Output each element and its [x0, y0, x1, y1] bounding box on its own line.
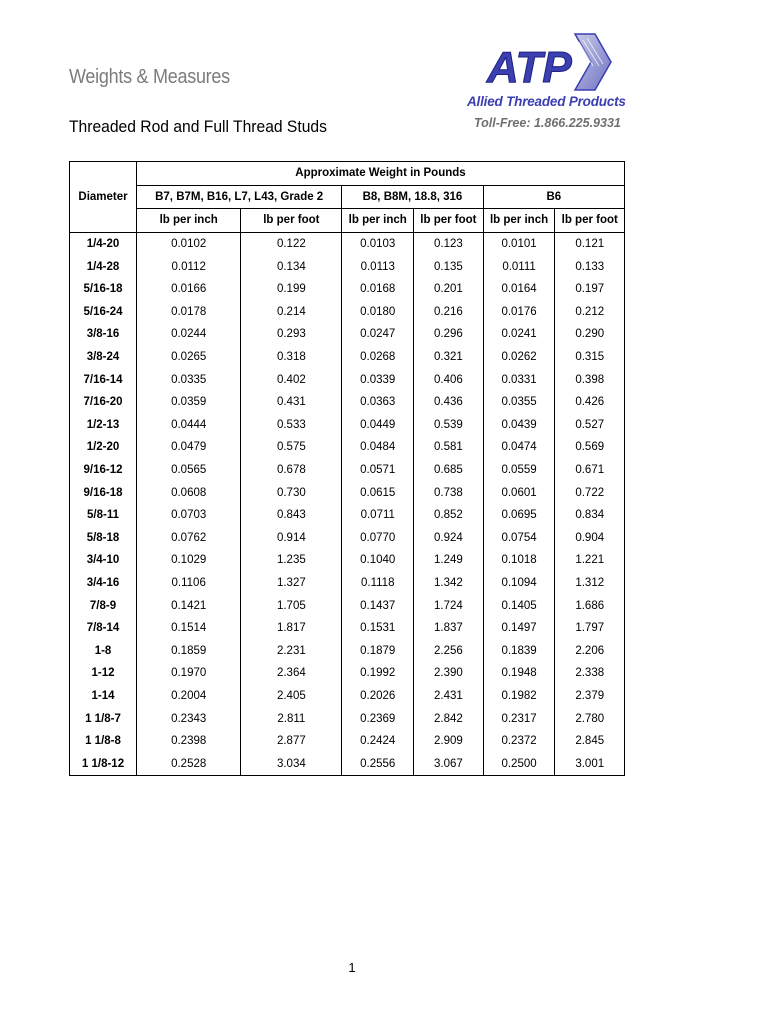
weight-cell: 0.0363 [342, 391, 414, 414]
weight-cell: 3.001 [555, 752, 625, 775]
weight-cell: 0.0339 [342, 368, 414, 391]
table-row [70, 504, 625, 527]
weight-cell: 0.0166 [137, 278, 241, 301]
weight-cell: 0.0601 [483, 481, 555, 504]
atp-logo-mark [475, 32, 615, 94]
page-title: Weights & Measures [69, 66, 230, 88]
group-header: Approximate Weight in Pounds [137, 162, 625, 186]
diameter-cell: 3/8-16 [86, 328, 120, 341]
weight-cell: 0.431 [241, 391, 342, 414]
unit-header: lb per inch [483, 209, 555, 233]
weight-cell: 1.686 [555, 594, 625, 617]
weight-cell: 0.0703 [137, 504, 241, 527]
weight-cell: 0.0762 [137, 527, 241, 550]
weight-cell: 2.338 [555, 662, 625, 685]
table-row [70, 549, 625, 572]
unit-header: lb per foot [241, 209, 342, 233]
weight-cell: 0.0103 [342, 232, 414, 255]
material-group-1: B7, B7M, B16, L7, L43, Grade 2 [137, 185, 342, 209]
weight-cell: 0.1839 [483, 639, 555, 662]
weight-cell: 0.2372 [483, 730, 555, 753]
weight-cell: 0.0695 [483, 504, 555, 527]
page-subtitle: Threaded Rod and Full Thread Studs [69, 117, 327, 136]
weights-table [69, 161, 625, 776]
company-name: Allied Threaded Products [467, 94, 626, 109]
weight-cell: 0.0359 [137, 391, 241, 414]
weight-cell: 0.0474 [483, 436, 555, 459]
weight-cell: 0.426 [555, 391, 625, 414]
weight-cell: 0.398 [555, 368, 625, 391]
weight-cell: 0.0164 [483, 278, 555, 301]
weight-cell: 0.904 [555, 527, 625, 550]
weight-cell: 2.364 [241, 662, 342, 685]
table-row [70, 730, 625, 753]
weight-cell: 0.722 [555, 481, 625, 504]
weight-cell: 0.1405 [483, 594, 555, 617]
weight-cell: 0.0444 [137, 414, 241, 437]
page-number: 1 [348, 960, 356, 975]
weight-cell: 0.1118 [342, 572, 414, 595]
weight-cell: 1.221 [555, 549, 625, 572]
diameter-cell: 1 1/8-7 [85, 712, 121, 725]
diameter-cell: 9/16-12 [83, 464, 123, 477]
table-row [70, 346, 625, 369]
diameter-cell: 1 1/8-12 [81, 757, 125, 770]
weight-cell: 0.1106 [137, 572, 241, 595]
weight-cell: 2.909 [414, 730, 483, 753]
weight-cell: 1.312 [555, 572, 625, 595]
weight-cell: 0.135 [414, 255, 483, 278]
weight-cell: 1.235 [241, 549, 342, 572]
weight-cell: 0.0265 [137, 346, 241, 369]
weight-cell: 0.2317 [483, 707, 555, 730]
unit-header: lb per inch [137, 209, 241, 233]
weight-cell: 0.0178 [137, 301, 241, 324]
weight-cell: 0.0168 [342, 278, 414, 301]
weight-cell: 2.780 [555, 707, 625, 730]
weight-cell: 0.123 [414, 232, 483, 255]
diameter-cell: 1-8 [94, 644, 112, 657]
weight-cell: 0.0754 [483, 527, 555, 550]
weight-cell: 3.034 [241, 752, 342, 775]
weight-cell: 0.2556 [342, 752, 414, 775]
weight-cell: 0.121 [555, 232, 625, 255]
weight-cell: 0.122 [241, 232, 342, 255]
weight-cell: 0.2398 [137, 730, 241, 753]
weight-cell: 0.2369 [342, 707, 414, 730]
weight-cell: 0.197 [555, 278, 625, 301]
weight-cell: 0.0241 [483, 323, 555, 346]
diameter-cell: 1 1/8-8 [85, 735, 121, 748]
weight-cell: 0.0571 [342, 459, 414, 482]
weight-cell: 0.2528 [137, 752, 241, 775]
weight-cell: 2.845 [555, 730, 625, 753]
weight-cell: 1.249 [414, 549, 483, 572]
weight-cell: 1.797 [555, 617, 625, 640]
diameter-cell: 3/8-24 [86, 351, 120, 364]
weight-cell: 0.0711 [342, 504, 414, 527]
unit-header: lb per foot [414, 209, 483, 233]
diameter-cell: 5/8-18 [86, 531, 120, 544]
weight-cell: 0.678 [241, 459, 342, 482]
weight-cell: 0.0355 [483, 391, 555, 414]
weight-cell: 0.2004 [137, 685, 241, 708]
weight-cell: 0.1040 [342, 549, 414, 572]
weight-cell: 0.0770 [342, 527, 414, 550]
weight-cell: 1.327 [241, 572, 342, 595]
unit-header: lb per foot [555, 209, 625, 233]
diameter-header: Diameter [70, 162, 137, 233]
weight-cell: 0.0113 [342, 255, 414, 278]
weight-cell: 0.134 [241, 255, 342, 278]
weight-cell: 0.321 [414, 346, 483, 369]
diameter-cell: 7/16-20 [83, 396, 123, 409]
weight-cell: 0.1531 [342, 617, 414, 640]
company-logo [465, 30, 625, 136]
weight-cell: 2.842 [414, 707, 483, 730]
weight-cell: 1.342 [414, 572, 483, 595]
table-row [70, 232, 625, 255]
weight-cell: 0.539 [414, 414, 483, 437]
weight-cell: 0.1514 [137, 617, 241, 640]
logo-mark-text: ATP [487, 43, 572, 92]
weight-cell: 0.0112 [137, 255, 241, 278]
weight-cell: 0.527 [555, 414, 625, 437]
weight-cell: 0.852 [414, 504, 483, 527]
weight-cell: 0.1421 [137, 594, 241, 617]
weight-cell: 1.837 [414, 617, 483, 640]
weight-cell: 0.685 [414, 459, 483, 482]
weight-cell: 0.0615 [342, 481, 414, 504]
weight-cell: 0.293 [241, 323, 342, 346]
company-phone: Toll-Free: 1.866.225.9331 [474, 116, 621, 130]
diameter-cell: 1-12 [91, 667, 115, 680]
weight-cell: 2.231 [241, 639, 342, 662]
weight-cell: 0.581 [414, 436, 483, 459]
weight-cell: 0.0335 [137, 368, 241, 391]
weight-cell: 0.406 [414, 368, 483, 391]
table-row [70, 391, 625, 414]
table-row [70, 639, 625, 662]
weight-cell: 1.817 [241, 617, 342, 640]
weight-cell: 2.811 [241, 707, 342, 730]
weight-cell: 2.405 [241, 685, 342, 708]
diameter-cell: 1/2-20 [86, 441, 120, 454]
weight-cell: 0.569 [555, 436, 625, 459]
weight-cell: 0.738 [414, 481, 483, 504]
unit-header: lb per inch [342, 209, 414, 233]
weight-cell: 0.0111 [483, 255, 555, 278]
weight-cell: 0.315 [555, 346, 625, 369]
weight-cell: 0.0101 [483, 232, 555, 255]
diameter-cell: 1/4-28 [86, 260, 120, 273]
table-row [70, 278, 625, 301]
weight-cell: 0.1018 [483, 549, 555, 572]
weight-cell: 0.1948 [483, 662, 555, 685]
weight-cell: 0.1879 [342, 639, 414, 662]
weight-cell: 0.1437 [342, 594, 414, 617]
diameter-cell: 5/16-24 [83, 305, 123, 318]
diameter-cell: 3/4-10 [86, 554, 120, 567]
weight-cell: 0.575 [241, 436, 342, 459]
weight-cell: 0.1982 [483, 685, 555, 708]
weight-cell: 0.0479 [137, 436, 241, 459]
weight-cell: 0.1497 [483, 617, 555, 640]
diameter-cell: 5/8-11 [87, 509, 119, 522]
diameter-cell: 7/8-9 [89, 599, 117, 612]
weight-cell: 0.0484 [342, 436, 414, 459]
weight-cell: 0.199 [241, 278, 342, 301]
diameter-cell: 7/16-14 [83, 373, 123, 386]
weight-cell: 0.436 [414, 391, 483, 414]
weight-cell: 0.533 [241, 414, 342, 437]
table-row [70, 459, 625, 482]
weight-cell: 0.0176 [483, 301, 555, 324]
weight-cell: 0.0247 [342, 323, 414, 346]
weight-cell: 0.671 [555, 459, 625, 482]
weight-cell: 2.877 [241, 730, 342, 753]
weight-cell: 0.0331 [483, 368, 555, 391]
table-row [70, 685, 625, 708]
weight-cell: 2.256 [414, 639, 483, 662]
material-group-3: B6 [483, 185, 624, 209]
material-group-2: B8, B8M, 18.8, 316 [342, 185, 483, 209]
diameter-cell: 1/4-20 [86, 238, 120, 251]
weight-cell: 1.705 [241, 594, 342, 617]
weight-cell: 2.390 [414, 662, 483, 685]
weight-cell: 0.0559 [483, 459, 555, 482]
weight-cell: 0.2424 [342, 730, 414, 753]
table-row [70, 368, 625, 391]
weight-cell: 0.290 [555, 323, 625, 346]
table-row [70, 617, 625, 640]
weight-cell: 0.0262 [483, 346, 555, 369]
weight-cell: 0.730 [241, 481, 342, 504]
weight-cell: 0.1970 [137, 662, 241, 685]
diameter-cell: 7/8-14 [86, 622, 120, 635]
weight-cell: 2.379 [555, 685, 625, 708]
weight-cell: 0.0608 [137, 481, 241, 504]
weight-cell: 0.1094 [483, 572, 555, 595]
weight-cell: 0.1992 [342, 662, 414, 685]
weight-cell: 0.133 [555, 255, 625, 278]
table-row [70, 481, 625, 504]
weight-cell: 0.0102 [137, 232, 241, 255]
weight-cell: 0.296 [414, 323, 483, 346]
weight-cell: 0.0439 [483, 414, 555, 437]
table-row [70, 572, 625, 595]
table-row [70, 662, 625, 685]
weight-cell: 0.0180 [342, 301, 414, 324]
weight-cell: 0.2026 [342, 685, 414, 708]
table-row [70, 707, 625, 730]
table-row [70, 301, 625, 324]
weight-cell: 0.924 [414, 527, 483, 550]
diameter-cell: 9/16-18 [83, 486, 123, 499]
weight-cell: 0.0449 [342, 414, 414, 437]
weight-cell: 0.843 [241, 504, 342, 527]
weight-cell: 0.0244 [137, 323, 241, 346]
diameter-cell: 5/16-18 [83, 283, 123, 296]
weight-cell: 0.1029 [137, 549, 241, 572]
weight-cell: 0.834 [555, 504, 625, 527]
weight-cell: 0.914 [241, 527, 342, 550]
weight-cell: 0.216 [414, 301, 483, 324]
table-row [70, 752, 625, 775]
weight-cell: 0.0565 [137, 459, 241, 482]
table-body [70, 232, 625, 775]
table-row [70, 255, 625, 278]
weight-cell: 0.2500 [483, 752, 555, 775]
weight-cell: 3.067 [414, 752, 483, 775]
weight-cell: 2.206 [555, 639, 625, 662]
table-row [70, 527, 625, 550]
table-row [70, 594, 625, 617]
diameter-cell: 1-14 [91, 689, 115, 702]
weight-cell: 0.214 [241, 301, 342, 324]
weight-cell: 0.212 [555, 301, 625, 324]
weight-cell: 1.724 [414, 594, 483, 617]
table-row [70, 414, 625, 437]
weight-cell: 0.2343 [137, 707, 241, 730]
weight-cell: 2.431 [414, 685, 483, 708]
weight-cell: 0.318 [241, 346, 342, 369]
weight-cell: 0.1859 [137, 639, 241, 662]
weight-cell: 0.402 [241, 368, 342, 391]
table-row [70, 436, 625, 459]
diameter-cell: 3/4-16 [86, 576, 120, 589]
weight-cell: 0.201 [414, 278, 483, 301]
table-row [70, 323, 625, 346]
diameter-cell: 1/2-13 [86, 418, 120, 431]
weight-cell: 0.0268 [342, 346, 414, 369]
